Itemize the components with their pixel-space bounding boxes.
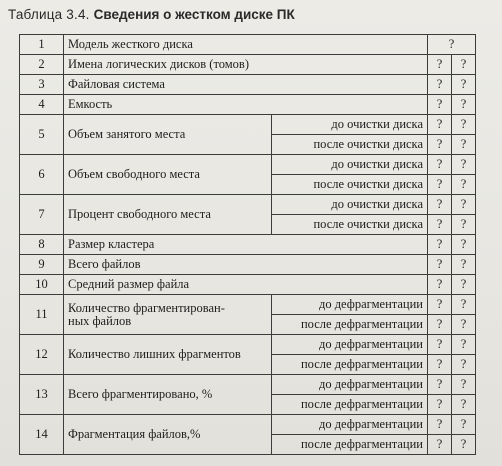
table-row bbox=[20, 195, 476, 215]
row-number: 4 bbox=[20, 95, 64, 115]
value-placeholder: ? bbox=[428, 355, 452, 375]
value-placeholder: ? bbox=[452, 115, 476, 135]
table-row bbox=[20, 75, 476, 95]
table-row bbox=[20, 335, 476, 355]
value-placeholder: ? bbox=[428, 415, 452, 435]
table-caption bbox=[8, 7, 295, 22]
table-row bbox=[20, 375, 476, 395]
value-placeholder: ? bbox=[452, 275, 476, 295]
condition-label: после дефрагментации bbox=[272, 435, 428, 455]
row-number: 1 bbox=[20, 35, 64, 55]
table-row bbox=[20, 155, 476, 175]
row-number: 2 bbox=[20, 55, 64, 75]
table-row bbox=[20, 275, 476, 295]
parameter-name: Емкость bbox=[64, 95, 428, 115]
value-placeholder: ? bbox=[428, 35, 476, 55]
value-placeholder: ? bbox=[428, 315, 452, 335]
value-placeholder: ? bbox=[428, 75, 452, 95]
parameter-name: Объем занятого места bbox=[64, 115, 272, 155]
value-placeholder: ? bbox=[428, 115, 452, 135]
value-placeholder: ? bbox=[452, 335, 476, 355]
condition-label: до дефрагментации bbox=[272, 335, 428, 355]
value-placeholder: ? bbox=[452, 155, 476, 175]
value-placeholder: ? bbox=[428, 395, 452, 415]
condition-label: до дефрагментации bbox=[272, 415, 428, 435]
row-number: 9 bbox=[20, 255, 64, 275]
value-placeholder: ? bbox=[452, 195, 476, 215]
value-placeholder: ? bbox=[428, 95, 452, 115]
value-placeholder: ? bbox=[452, 135, 476, 155]
condition-label: после очистки диска bbox=[272, 135, 428, 155]
table-row bbox=[20, 55, 476, 75]
parameter-name: Модель жесткого диска bbox=[64, 35, 428, 55]
hard-disk-info-table bbox=[19, 34, 476, 455]
row-number: 6 bbox=[20, 155, 64, 195]
value-placeholder: ? bbox=[428, 155, 452, 175]
value-placeholder: ? bbox=[428, 235, 452, 255]
value-placeholder: ? bbox=[428, 175, 452, 195]
table-row bbox=[20, 35, 476, 55]
table-row bbox=[20, 115, 476, 135]
row-number: 13 bbox=[20, 375, 64, 415]
value-placeholder: ? bbox=[428, 135, 452, 155]
value-placeholder: ? bbox=[452, 415, 476, 435]
table-row bbox=[20, 295, 476, 315]
caption-title: Сведения о жестком диске ПК bbox=[93, 7, 295, 22]
table-row bbox=[20, 95, 476, 115]
condition-label: до дефрагментации bbox=[272, 375, 428, 395]
value-placeholder: ? bbox=[452, 235, 476, 255]
row-number: 14 bbox=[20, 415, 64, 455]
condition-label: до дефрагментации bbox=[272, 295, 428, 315]
value-placeholder: ? bbox=[452, 55, 476, 75]
parameter-name: Количество лишних фрагментов bbox=[64, 335, 272, 375]
table-row bbox=[20, 415, 476, 435]
value-placeholder: ? bbox=[428, 275, 452, 295]
parameter-name: Размер кластера bbox=[64, 235, 428, 255]
row-number: 5 bbox=[20, 115, 64, 155]
row-number: 11 bbox=[20, 295, 64, 335]
condition-label: после очистки диска bbox=[272, 215, 428, 235]
value-placeholder: ? bbox=[428, 255, 452, 275]
value-placeholder: ? bbox=[452, 175, 476, 195]
row-number: 3 bbox=[20, 75, 64, 95]
value-placeholder: ? bbox=[452, 295, 476, 315]
value-placeholder: ? bbox=[452, 395, 476, 415]
parameter-name: Средний размер файла bbox=[64, 275, 428, 295]
value-placeholder: ? bbox=[428, 335, 452, 355]
parameter-name: Количество фрагментирован- ных файлов bbox=[64, 295, 272, 335]
condition-label: после дефрагментации bbox=[272, 315, 428, 335]
parameter-name: Всего файлов bbox=[64, 255, 428, 275]
value-placeholder: ? bbox=[452, 95, 476, 115]
parameter-name: Объем свободного места bbox=[64, 155, 272, 195]
row-number: 12 bbox=[20, 335, 64, 375]
condition-label: до очистки диска bbox=[272, 115, 428, 135]
condition-label: до очистки диска bbox=[272, 155, 428, 175]
value-placeholder: ? bbox=[428, 55, 452, 75]
value-placeholder: ? bbox=[452, 215, 476, 235]
row-number: 7 bbox=[20, 195, 64, 235]
value-placeholder: ? bbox=[428, 295, 452, 315]
row-number: 8 bbox=[20, 235, 64, 255]
value-placeholder: ? bbox=[428, 435, 452, 455]
table-row bbox=[20, 255, 476, 275]
value-placeholder: ? bbox=[428, 375, 452, 395]
parameter-name: Всего фрагментировано, % bbox=[64, 375, 272, 415]
value-placeholder: ? bbox=[452, 435, 476, 455]
value-placeholder: ? bbox=[452, 355, 476, 375]
value-placeholder: ? bbox=[452, 315, 476, 335]
value-placeholder: ? bbox=[428, 195, 452, 215]
condition-label: после дефрагментации bbox=[272, 395, 428, 415]
caption-label: Таблица 3.4. bbox=[8, 7, 90, 22]
parameter-name: Файловая система bbox=[64, 75, 428, 95]
parameter-name: Процент свободного места bbox=[64, 195, 272, 235]
table-row bbox=[20, 235, 476, 255]
value-placeholder: ? bbox=[452, 75, 476, 95]
condition-label: после дефрагментации bbox=[272, 355, 428, 375]
parameter-name: Фрагментация файлов,% bbox=[64, 415, 272, 455]
parameter-name: Имена логических дисков (томов) bbox=[64, 55, 428, 75]
value-placeholder: ? bbox=[452, 375, 476, 395]
value-placeholder: ? bbox=[428, 215, 452, 235]
row-number: 10 bbox=[20, 275, 64, 295]
value-placeholder: ? bbox=[452, 255, 476, 275]
condition-label: до очистки диска bbox=[272, 195, 428, 215]
condition-label: после очистки диска bbox=[272, 175, 428, 195]
